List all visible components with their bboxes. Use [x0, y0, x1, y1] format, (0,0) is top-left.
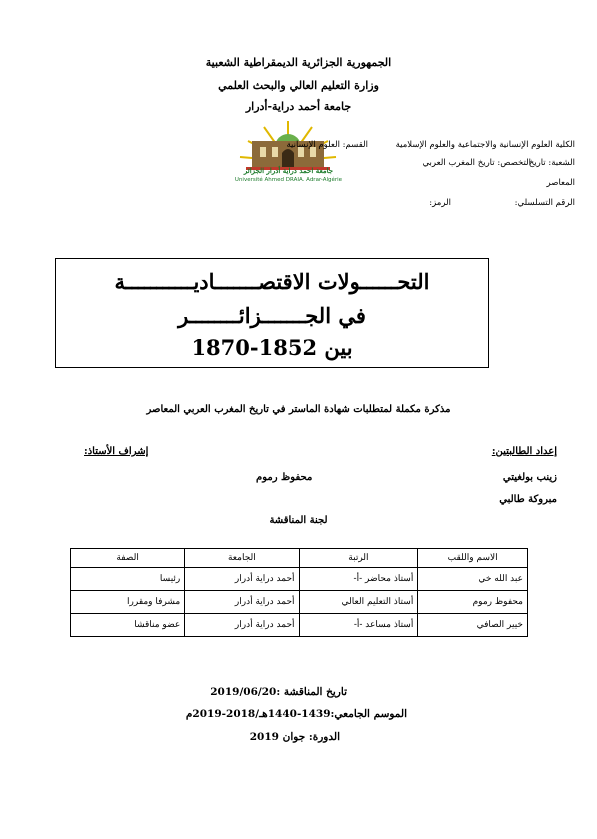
logo-arabic-text: جامعة احمد دراية أدرار الجزائر	[243, 166, 334, 175]
logo-latin-text: Université Ahmed DRAIA. Adrar-Algérie	[234, 177, 343, 183]
ministry-title: وزارة التعليم العالي والبحث العلمي	[218, 79, 379, 92]
table-cell: أحمد دراية أدرار	[185, 591, 299, 614]
republic-title: الجمهورية الجزائرية الديمقراطية الشعبية	[205, 56, 392, 69]
title-line-1: التحــــــولات الاقتصـــــــاديـــــــــــة	[114, 269, 430, 294]
table-cell: أستاذ محاضر -أ-	[299, 568, 418, 591]
university-logo	[226, 117, 351, 192]
table-cell: أستاذ مساعد -أ-	[299, 614, 418, 637]
students-label: إعداد الطالبتين:	[491, 446, 557, 457]
specialty-label: التخصص: تاريخ المغرب العربي	[422, 158, 531, 168]
committee-table	[70, 548, 528, 637]
thesis-note: مذكرة مكملة لمتطلبات شهادة الماستر في تاريخ المغرب العربي المعاصر	[146, 404, 451, 415]
university-title: جامعة أحمد دراية-أدرار	[245, 100, 352, 113]
supervisor-label: إشراف الأستاذ:	[84, 446, 149, 457]
session: الدورة: جوان 2019	[249, 731, 340, 743]
thesis-title-box	[55, 258, 489, 368]
student-name-2: مبروكة طالبي	[499, 494, 557, 505]
table-cell: أحمد دراية أدرار	[185, 568, 299, 591]
branch-label: الشعبة: تاريخ	[528, 158, 575, 168]
table-cell: أستاذ التعليم العالي	[299, 591, 418, 614]
table-row	[71, 591, 528, 614]
table-cell: رئيسا	[71, 568, 185, 591]
faculty-name: الكلية العلوم الإنسانية والاجتماعية والعلوم الإسلامية	[395, 140, 575, 150]
serial-number-label: الرقم التسلسلي:	[514, 198, 575, 208]
committee-title: لجنة المناقشة	[269, 515, 328, 526]
table-cell: مشرفا ومقررا	[71, 591, 185, 614]
table-row	[71, 614, 528, 637]
table-cell: عضو مناقشا	[71, 614, 185, 637]
column-header: الرتبة	[299, 549, 418, 568]
department-label: القسم: العلوم الإنسانية	[286, 140, 368, 150]
column-header: الاسم واللقب	[418, 549, 528, 568]
column-header: الصفة	[71, 549, 185, 568]
supervisor-name: محفوظ رموم	[256, 472, 313, 483]
table-header-row	[71, 549, 528, 568]
table-row	[71, 568, 528, 591]
academic-year: الموسم الجامعي:1439-1440هـ/2018-2019م	[185, 708, 407, 720]
title-line-3: بين 1852-1870	[191, 335, 353, 360]
code-label: الرمز:	[429, 198, 451, 208]
column-header: الجامعة	[185, 549, 299, 568]
table-cell: أحمد دراية أدرار	[185, 614, 299, 637]
student-name-1: زينب بولغيتي	[502, 472, 557, 483]
table-cell: خيير الصافي	[418, 614, 528, 637]
defense-date: تاريخ المناقشة :2019/06/20	[210, 686, 347, 698]
specialty-continued: المعاصر	[546, 178, 575, 188]
title-line-2: في الجـــــــزائــــــــر	[178, 303, 366, 328]
table-cell: محفوظ رموم	[418, 591, 528, 614]
table-cell: عبد الله خي	[418, 568, 528, 591]
